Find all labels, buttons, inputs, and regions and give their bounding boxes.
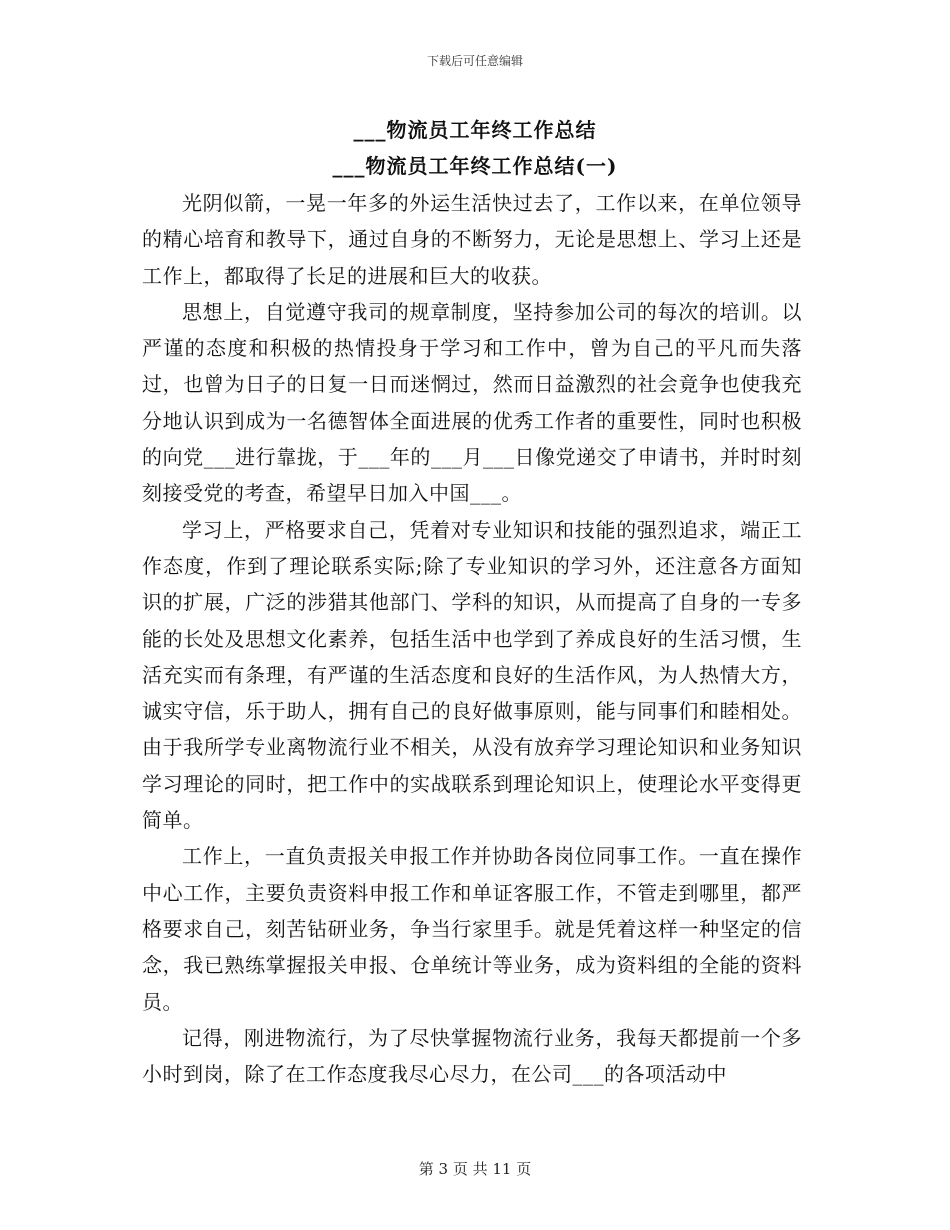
paragraph: 思想上，自觉遵守我司的规章制度，坚持参加公司的每次的培训。以严谨的态度和积极的热情投身于学习和工作中，曾为自己的平凡而失落过，也曾为日子的日复一日而迷惘过，然而日益激烈的社会竟争也使我充分地认识到成为一名德智体全面进展的优秀工作者的重要性，同时也积极的向党___进行靠拢，于___年的___月___日像党递交了申请书，并时时刻刻接受党的考查，希望早日加入中国___。 [142,299,802,506]
paragraph: 学习上，严格要求自己，凭着对专业知识和技能的强烈追求，端正工作态度，作到了理论联系实际;除了专业知识的学习外，还注意各方面知识的扩展，广泛的涉猎其他部门、学科的知识，从而提高了自身的一专多能的长处及思想文化素养，包括生活中也学到了养成良好的生活习惯，生活充实而有条理，有严谨的生活态度和良好的生活作风，为人热情大方，诚实守信，乐于助人，拥有自己的良好做事原则，能与同事们和睦相处。由于我所学专业离物流行业不相关，从没有放弃学习理论知识和业务知识学习理论的同时，把工作中的实战联系到理论知识上，使理论水平变得更简单。 [142,517,802,833]
paragraph: 工作上，一直负责报关申报工作并协助各岗位同事工作。一直在操作中心工作，主要负责资料申报工作和单证客服工作，不管走到哪里，都严格要求自己，刻苦钻研业务，争当行家里手。就是凭着这样一种坚定的信念，我已熟练掌握报关申报、仓单统计等业务，成为资料组的全能的资料员。 [142,844,802,1014]
document-subtitle: ___物流员工年终工作总结(一) [332,154,618,178]
document-body [142,185,802,1092]
document-title: ___物流员工年终工作总结 [353,118,597,142]
paragraph: 记得，刚进物流行，为了尽快掌握物流行业务，我每天都提前一个多小时到岗，除了在工作态度我尽心尽力，在公司___的各项活动中 [142,1025,802,1087]
paragraph: 光阴似箭，一晃一年多的外运生活快过去了，工作以来，在单位领导的精心培育和教导下，通过自身的不断努力，无论是思想上、学习上还是工作上，都取得了长足的进展和巨大的收获。 [142,191,802,288]
page-header-note: 下载后可任意编辑 [426,54,523,68]
page-number: 第 3 页 共 11 页 [418,1160,532,1178]
